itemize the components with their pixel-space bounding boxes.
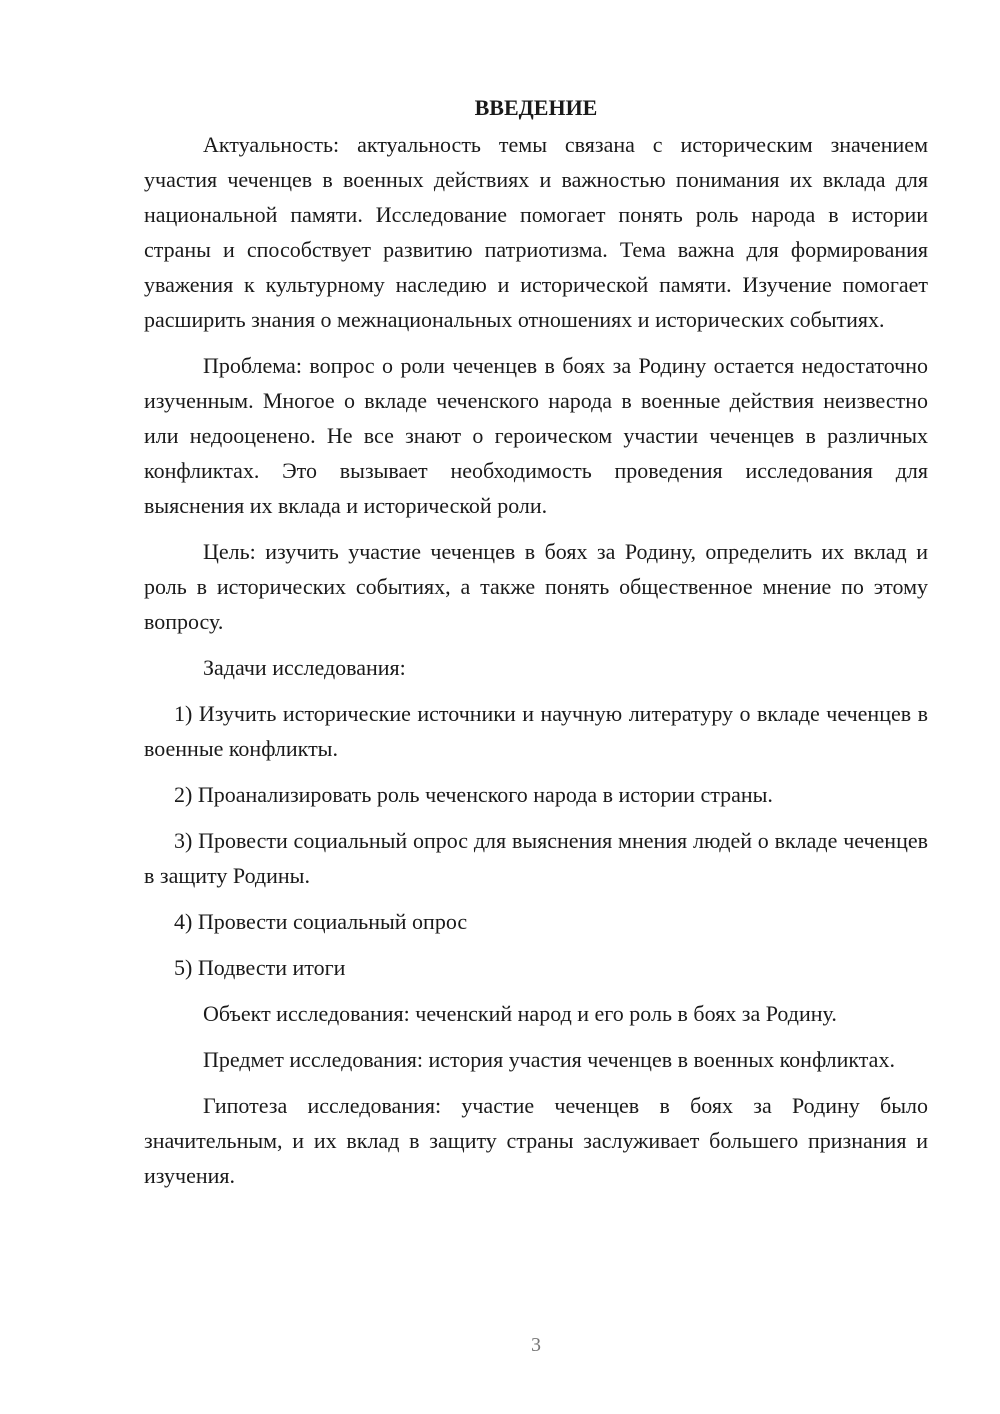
tasks-heading: Задачи исследования: <box>203 655 406 680</box>
object-paragraph: Объект исследования: чеченский народ и его роль в боях за Родину. <box>203 1001 837 1026</box>
task-item-5: 5) Подвести итоги <box>174 955 346 980</box>
task-item-2: 2) Проанализировать роль чеченского народа в истории страны. <box>174 782 773 807</box>
hypothesis-paragraph: Гипотеза исследования: участие чеченцев в боях за Родину было значительным, и их вклад в защиту страны заслуживает большего признания и изучения. <box>144 1093 928 1188</box>
page-number: 3 <box>531 1334 541 1356</box>
task-item-1: 1) Изучить исторические источники и научную литературу о вкладе чеченцев в военные конфликты. <box>144 701 928 761</box>
goal-paragraph: Цель: изучить участие чеченцев в боях за Родину, определить их вклад и роль в исторических событиях, а также понять общественное мнение по этому вопросу. <box>144 539 928 634</box>
subject-paragraph: Предмет исследования: история участия чеченцев в военных конфликтах. <box>203 1047 895 1072</box>
document-page <box>144 90 928 1204</box>
relevance-paragraph: Актуальность: актуальность темы связана с историческим значением участия чеченцев в военных действиях и важностью понимания их вклада для национальной памяти. Исследование помогает понять роль народа в истории страны и способствует развитию патриотизма. Тема важна для формирования уважения к культурному наследию и исторической памяти. Изучение помогает расширить знания о межнациональных отношениях и исторических событиях. <box>144 132 928 332</box>
section-title: ВВЕДЕНИЕ <box>474 95 598 120</box>
task-item-3: 3) Провести социальный опрос для выяснения мнения людей о вкладе чеченцев в защиту Родины. <box>144 828 928 888</box>
task-item-4: 4) Провести социальный опрос <box>174 909 468 934</box>
problem-paragraph: Проблема: вопрос о роли чеченцев в боях за Родину остается недостаточно изученным. Многое о вкладе чеченского народа в военные действия неизвестно или недооценено. Не все знают о героическом участии чеченцев в различных конфликтах. Это вызывает необходимость проведения исследования для выяснения их вклада и исторической роли. <box>144 353 928 518</box>
